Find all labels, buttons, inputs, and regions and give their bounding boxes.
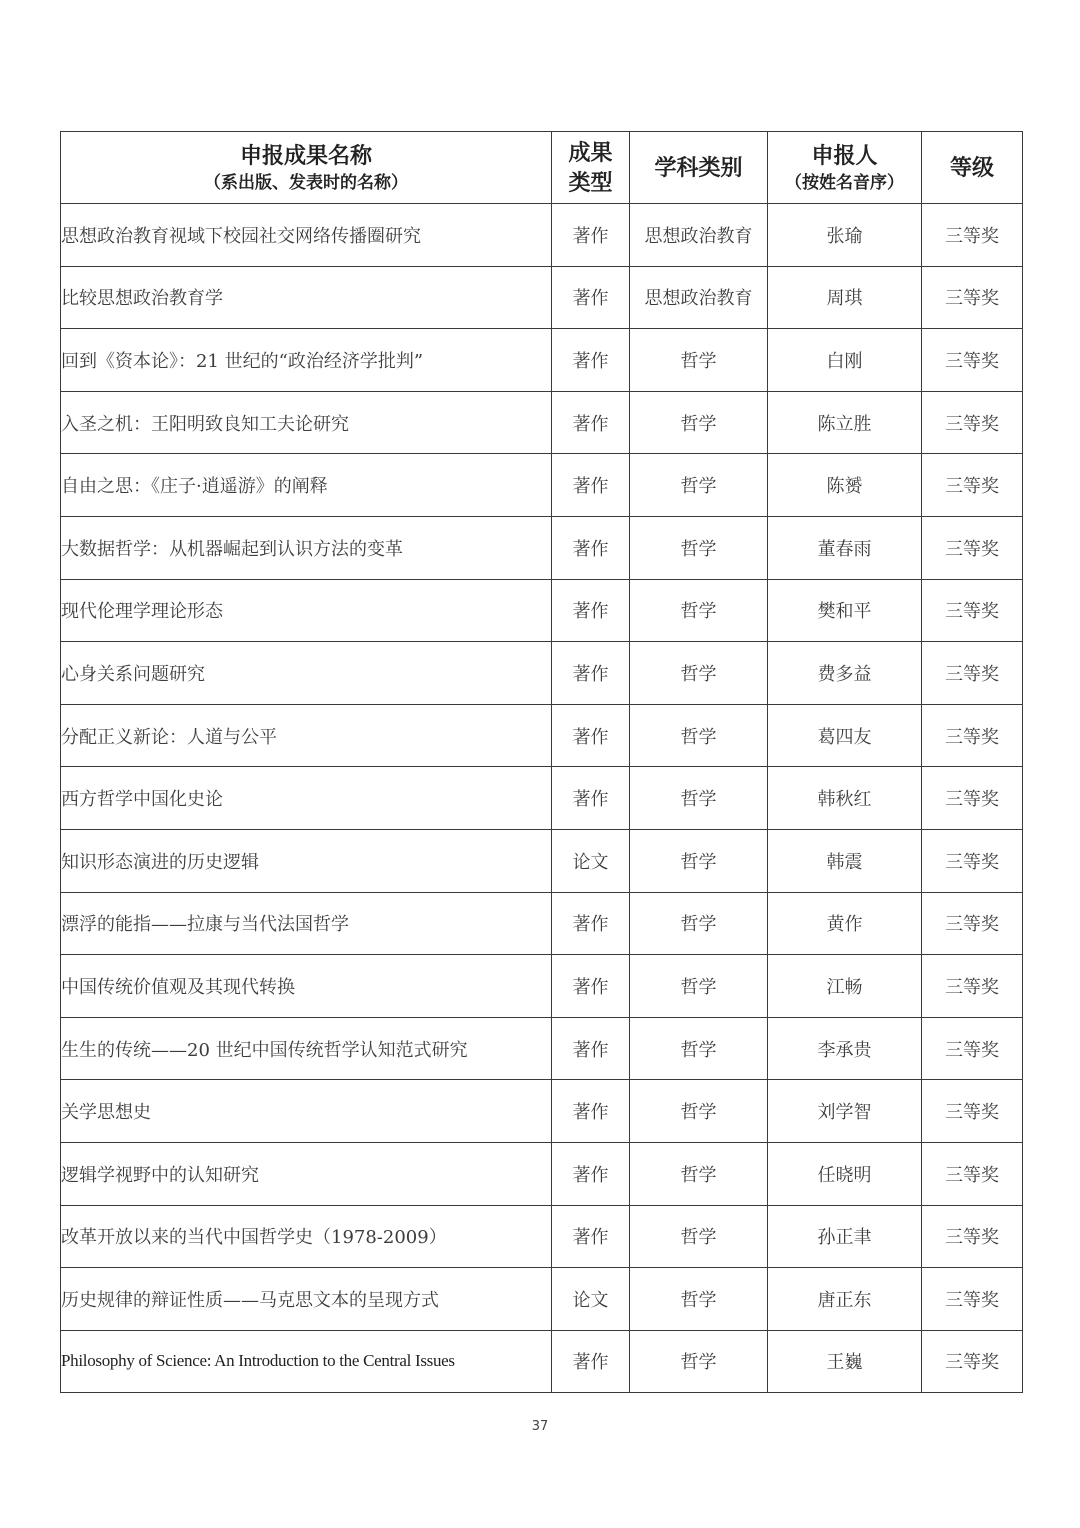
header-grade-main: 等级 [949,154,994,181]
table-row [61,1330,1023,1393]
header-grade [922,132,1023,204]
subject-cell: 哲学 [630,454,768,517]
applicant-cell: 费多益 [768,642,922,705]
table-row [61,329,1023,392]
title-cell: 历史规律的辩证性质——马克思文本的呈现方式 [61,1268,552,1331]
title-cell: 思想政治教育视域下校园社交网络传播圈研究 [61,204,552,267]
applicant-cell: 黄作 [768,892,922,955]
type-cell: 著作 [552,955,630,1018]
table-row [61,204,1023,267]
title-cell: 中国传统价值观及其现代转换 [61,955,552,1018]
grade-cell: 三等奖 [922,704,1023,767]
type-cell: 著作 [552,516,630,579]
subject-cell: 哲学 [630,516,768,579]
grade-cell: 三等奖 [922,1017,1023,1080]
grade-cell: 三等奖 [922,892,1023,955]
grade-cell: 三等奖 [922,204,1023,267]
subject-cell: 哲学 [630,1080,768,1143]
table-row [61,704,1023,767]
header-applicant-main: 申报人 [811,142,878,169]
applicant-cell: 李承贵 [768,1017,922,1080]
table-row [61,391,1023,454]
header-title-main: 申报成果名称 [239,142,372,169]
table-row [61,829,1023,892]
grade-cell: 三等奖 [922,1330,1023,1393]
subject-cell: 思想政治教育 [630,266,768,329]
table-row [61,1080,1023,1143]
header-type [552,132,630,204]
title-cell: 关学思想史 [61,1080,552,1143]
header-subject [630,132,768,204]
title-cell: 知识形态演进的历史逻辑 [61,829,552,892]
subject-cell: 哲学 [630,955,768,1018]
title-cell: 现代伦理学理论形态 [61,579,552,642]
grade-cell: 三等奖 [922,1142,1023,1205]
header-type-line2: 类型 [568,169,613,196]
table-body [61,204,1023,1393]
table-row [61,454,1023,517]
table-row [61,266,1023,329]
title-cell: 大数据哲学：从机器崛起到认识方法的变革 [61,516,552,579]
grade-cell: 三等奖 [922,266,1023,329]
title-cell: 漂浮的能指——拉康与当代法国哲学 [61,892,552,955]
table-row [61,955,1023,1018]
title-cell: 心身关系问题研究 [61,642,552,705]
type-cell: 著作 [552,1017,630,1080]
type-cell: 著作 [552,892,630,955]
type-cell: 著作 [552,642,630,705]
subject-cell: 哲学 [630,1142,768,1205]
type-cell: 著作 [552,704,630,767]
title-cell: 生生的传统——20 世纪中国传统哲学认知范式研究 [61,1017,552,1080]
applicant-cell: 韩震 [768,829,922,892]
header-title-sub: （系出版、发表时的名称） [204,172,408,193]
subject-cell: 思想政治教育 [630,204,768,267]
applicant-cell: 樊和平 [768,579,922,642]
title-cell: Philosophy of Science: An Introduction to the Central Issues [61,1330,552,1393]
grade-cell: 三等奖 [922,1205,1023,1268]
type-cell: 著作 [552,1142,630,1205]
type-cell: 著作 [552,391,630,454]
table-row [61,1142,1023,1205]
applicant-cell: 任晓明 [768,1142,922,1205]
grade-cell: 三等奖 [922,955,1023,1018]
applicant-cell: 白刚 [768,329,922,392]
grade-cell: 三等奖 [922,329,1023,392]
header-type-line1: 成果 [568,139,613,166]
applicant-cell: 韩秋红 [768,767,922,830]
type-cell: 论文 [552,829,630,892]
subject-cell: 哲学 [630,704,768,767]
type-cell: 著作 [552,266,630,329]
title-cell: 自由之思：《庄子·逍遥游》的阐释 [61,454,552,517]
title-cell: 逻辑学视野中的认知研究 [61,1142,552,1205]
type-cell: 著作 [552,454,630,517]
type-cell: 著作 [552,1080,630,1143]
subject-cell: 哲学 [630,642,768,705]
table-row [61,1268,1023,1331]
grade-cell: 三等奖 [922,391,1023,454]
title-cell: 西方哲学中国化史论 [61,767,552,830]
header-subject-main: 学科类别 [654,154,743,181]
applicant-cell: 张瑜 [768,204,922,267]
type-cell: 著作 [552,1205,630,1268]
grade-cell: 三等奖 [922,642,1023,705]
applicant-cell: 葛四友 [768,704,922,767]
title-cell: 改革开放以来的当代中国哲学史（1978-2009） [61,1205,552,1268]
grade-cell: 三等奖 [922,579,1023,642]
title-cell: 回到《资本论》：21 世纪的“政治经济学批判” [61,329,552,392]
applicant-cell: 陈立胜 [768,391,922,454]
applicant-cell: 周琪 [768,266,922,329]
table-row [61,516,1023,579]
grade-cell: 三等奖 [922,1268,1023,1331]
grade-cell: 三等奖 [922,1080,1023,1143]
header-title [61,132,552,204]
subject-cell: 哲学 [630,391,768,454]
type-cell: 著作 [552,329,630,392]
type-cell: 论文 [552,1268,630,1331]
subject-cell: 哲学 [630,1268,768,1331]
applicant-cell: 王巍 [768,1330,922,1393]
subject-cell: 哲学 [630,892,768,955]
grade-cell: 三等奖 [922,829,1023,892]
table-row [61,892,1023,955]
type-cell: 著作 [552,767,630,830]
type-cell: 著作 [552,579,630,642]
type-cell: 著作 [552,204,630,267]
applicant-cell: 江畅 [768,955,922,1018]
applicant-cell: 孙正聿 [768,1205,922,1268]
subject-cell: 哲学 [630,329,768,392]
applicant-cell: 董春雨 [768,516,922,579]
header-row [61,132,1023,204]
subject-cell: 哲学 [630,829,768,892]
table-header [61,132,1023,204]
subject-cell: 哲学 [630,1330,768,1393]
title-cell: 比较思想政治教育学 [61,266,552,329]
awards-table [60,131,1023,1393]
header-applicant [768,132,922,204]
table-row [61,579,1023,642]
table-row [61,1017,1023,1080]
table-row [61,1205,1023,1268]
type-cell: 著作 [552,1330,630,1393]
subject-cell: 哲学 [630,1017,768,1080]
grade-cell: 三等奖 [922,454,1023,517]
grade-cell: 三等奖 [922,516,1023,579]
subject-cell: 哲学 [630,767,768,830]
applicant-cell: 陈赟 [768,454,922,517]
page-number: 37 [531,1419,549,1434]
applicant-cell: 唐正东 [768,1268,922,1331]
title-cell: 入圣之机：王阳明致良知工夫论研究 [61,391,552,454]
header-applicant-sub: （按姓名音序） [785,172,904,193]
grade-cell: 三等奖 [922,767,1023,830]
applicant-cell: 刘学智 [768,1080,922,1143]
title-cell: 分配正义新论：人道与公平 [61,704,552,767]
subject-cell: 哲学 [630,1205,768,1268]
subject-cell: 哲学 [630,579,768,642]
table-row [61,767,1023,830]
table-row [61,642,1023,705]
